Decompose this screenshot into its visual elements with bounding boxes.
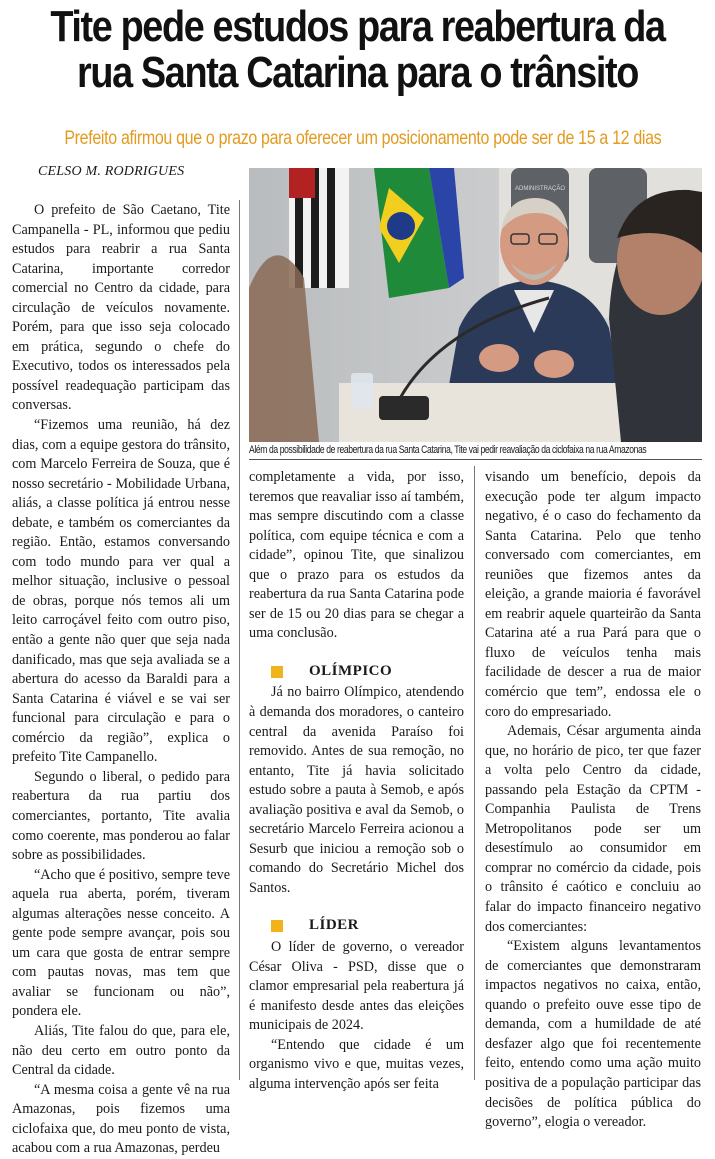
paragraph: O prefeito de São Caetano, Tite Campanella - PL, informou que pediu estudos para reabrir a rua Santa Catarina, importante corredor comercial no Centro da cidade, para circulação de veículos novamente. Porém, para que isso seja colocado em prática, segundo o chefe do Executivo, todos os interessados pela possível readequação participam das conversas. xyxy=(12,202,230,414)
paragraph: Aliás, Tite falou do que, para ele, não deu certo em outro ponto da Central da cidade. xyxy=(12,1022,230,1079)
water-glass xyxy=(351,373,373,409)
paragraph: “Fizemos uma reunião, há dez dias, com a equipe gestora do trânsito, com Marcelo Ferreira de Souza, que é nosso secretário - Mobilidade Urbana, aliás, a classe política já entrou nesse debate, e também os comerciantes da região. Então, estamos conversando com todo mundo para ver qual a melhor situação, inclusive o pessoal de obras, porque nós temos ali um leito carroçável feito com outro piso, então a gente não quer que seja nada danificado, mas que seja avaliada se a abertura do acesso da Baraldi para a Santa Catarina é viável e se vai ser funcional para circulação e para o comércio da região”, explica o prefeito Tite Campanello. xyxy=(12,417,230,766)
section-title: LÍDER xyxy=(309,917,360,934)
column-2 xyxy=(249,468,464,1094)
section-heading-lider xyxy=(271,916,464,936)
column-1 xyxy=(12,201,230,1159)
photo-illustration xyxy=(249,168,702,442)
flag-brazil xyxy=(374,168,464,298)
headline-line-2: rua Santa Catarina para o trânsito xyxy=(77,48,638,97)
paragraph: Segundo o liberal, o pedido para reabertura da rua partiu dos comerciantes, portanto, Tite avalia como coerente, mas ponderou ao falar sobre as possibilidades. xyxy=(12,768,230,864)
paragraph: Ademais, César argumenta ainda que, no horário de pico, ter que fazer a volta pelo Centro da cidade, passando pela Estação da CPTM - Companhia Paulista de Trens Metropolitanos pode ser um desestímulo ao consumidor em comprar no comércio da cidade, pois o trânsito é caótico e concluiu ao falar do impacto financeiro negativo dos comerciantes: xyxy=(485,723,701,935)
section-heading-olimpico xyxy=(271,662,464,682)
paragraph: Já no bairro Olímpico, atendendo à demanda dos moradores, o canteiro central da avenida Paraíso foi removido. Antes de sua remoção, no entanto, Tite já havia solicitado estudo sobre a pauta à Semob, e após avaliação positiva e aval da Semob, o secretário Marcelo Ferreira acionou a Sesurb que iniciou a remoção sob o comando do Secretário Michel dos Santos. xyxy=(249,684,464,896)
subheadline: Prefeito afirmou que o prazo para oferecer um posicionamento pode ser de 15 a 12 dias xyxy=(64,127,662,149)
column-3 xyxy=(485,468,701,1133)
article-photo xyxy=(249,168,702,442)
photo-caption: Além da possibilidade de reabertura da rua Santa Catarina, Tite vai pedir reavaliação da ciclofaixa na rua Amazonas xyxy=(249,444,647,456)
paragraph: visando um benefício, depois da execução pode ter algum impacto negativo, é o caso do fechamento da Santa Catarina. Pelo que tenho conversado com comerciantes, em reuniões que fizemos antes da eleição, a grande maioria é favorável em reabrir aquele quarteirão da Santa Catarina até a rua Pará para que o fluxo de veículos tenha mais facilidade de descer a rua de maior comércio que tem”, endossa ele o coro do empresariado. xyxy=(485,469,701,720)
byline: CELSO M. RODRIGUES xyxy=(38,164,185,179)
section-square-icon xyxy=(271,920,283,932)
chair-seal-text: ADMINISTRAÇÃO xyxy=(514,186,566,192)
section-square-icon xyxy=(271,666,283,678)
paragraph: “A mesma coisa a gente vê na rua Amazonas, pois fizemos uma ciclofaixa que, do meu ponto de vista, acabou com a rua Amazonas, perdeu xyxy=(12,1081,230,1157)
paragraph: “Existem alguns levantamentos de comerciantes que demonstraram impactos negativos no caixa, então, quando o prefeito ouve esse tipo de demanda, com a humildade de até desfazer algo que foi recentemente feito, entendo como uma ação muito positiva de a população participar das decisões de política pública do governo”, elogia o vereador. xyxy=(485,938,701,1131)
column-divider xyxy=(474,466,475,1080)
section-title: OLÍMPICO xyxy=(309,662,393,679)
paragraph: “Entendo que cidade é um organismo vivo e que, muitas vezes, alguma intervenção após ser feita xyxy=(249,1036,464,1092)
caption-divider xyxy=(249,459,702,460)
paragraph: completamente a vida, por isso, teremos que reavaliar isso aí também, mas sempre discutindo com a classe política, com equipe técnica e com a cidade”, opinou Tite, que sinalizou que o prazo para os estudos da reabertura da rua Santa Catarina pode ser de 15 ou 20 dias para se chegar a uma conclusão. xyxy=(249,469,464,642)
paragraph: “Acho que é positivo, sempre teve aquela rua aberta, porém, tiveram algumas alterações nesse conceito. A gente pode sempre avançar, pois sou um cara que gosta de entrar sempre com pautas novas, mas tem que avaliar se funcionam ou não”, pondera ele. xyxy=(12,866,230,1020)
column-divider xyxy=(239,200,240,1080)
headline xyxy=(50,4,665,96)
paragraph: O líder de governo, o vereador César Oliva - PSD, disse que o clamor empresarial pela reabertura já é manifesto desde antes das eleições municipais de 2024. xyxy=(249,939,464,1034)
headline-line-1: Tite pede estudos para reabertura da xyxy=(50,2,665,51)
